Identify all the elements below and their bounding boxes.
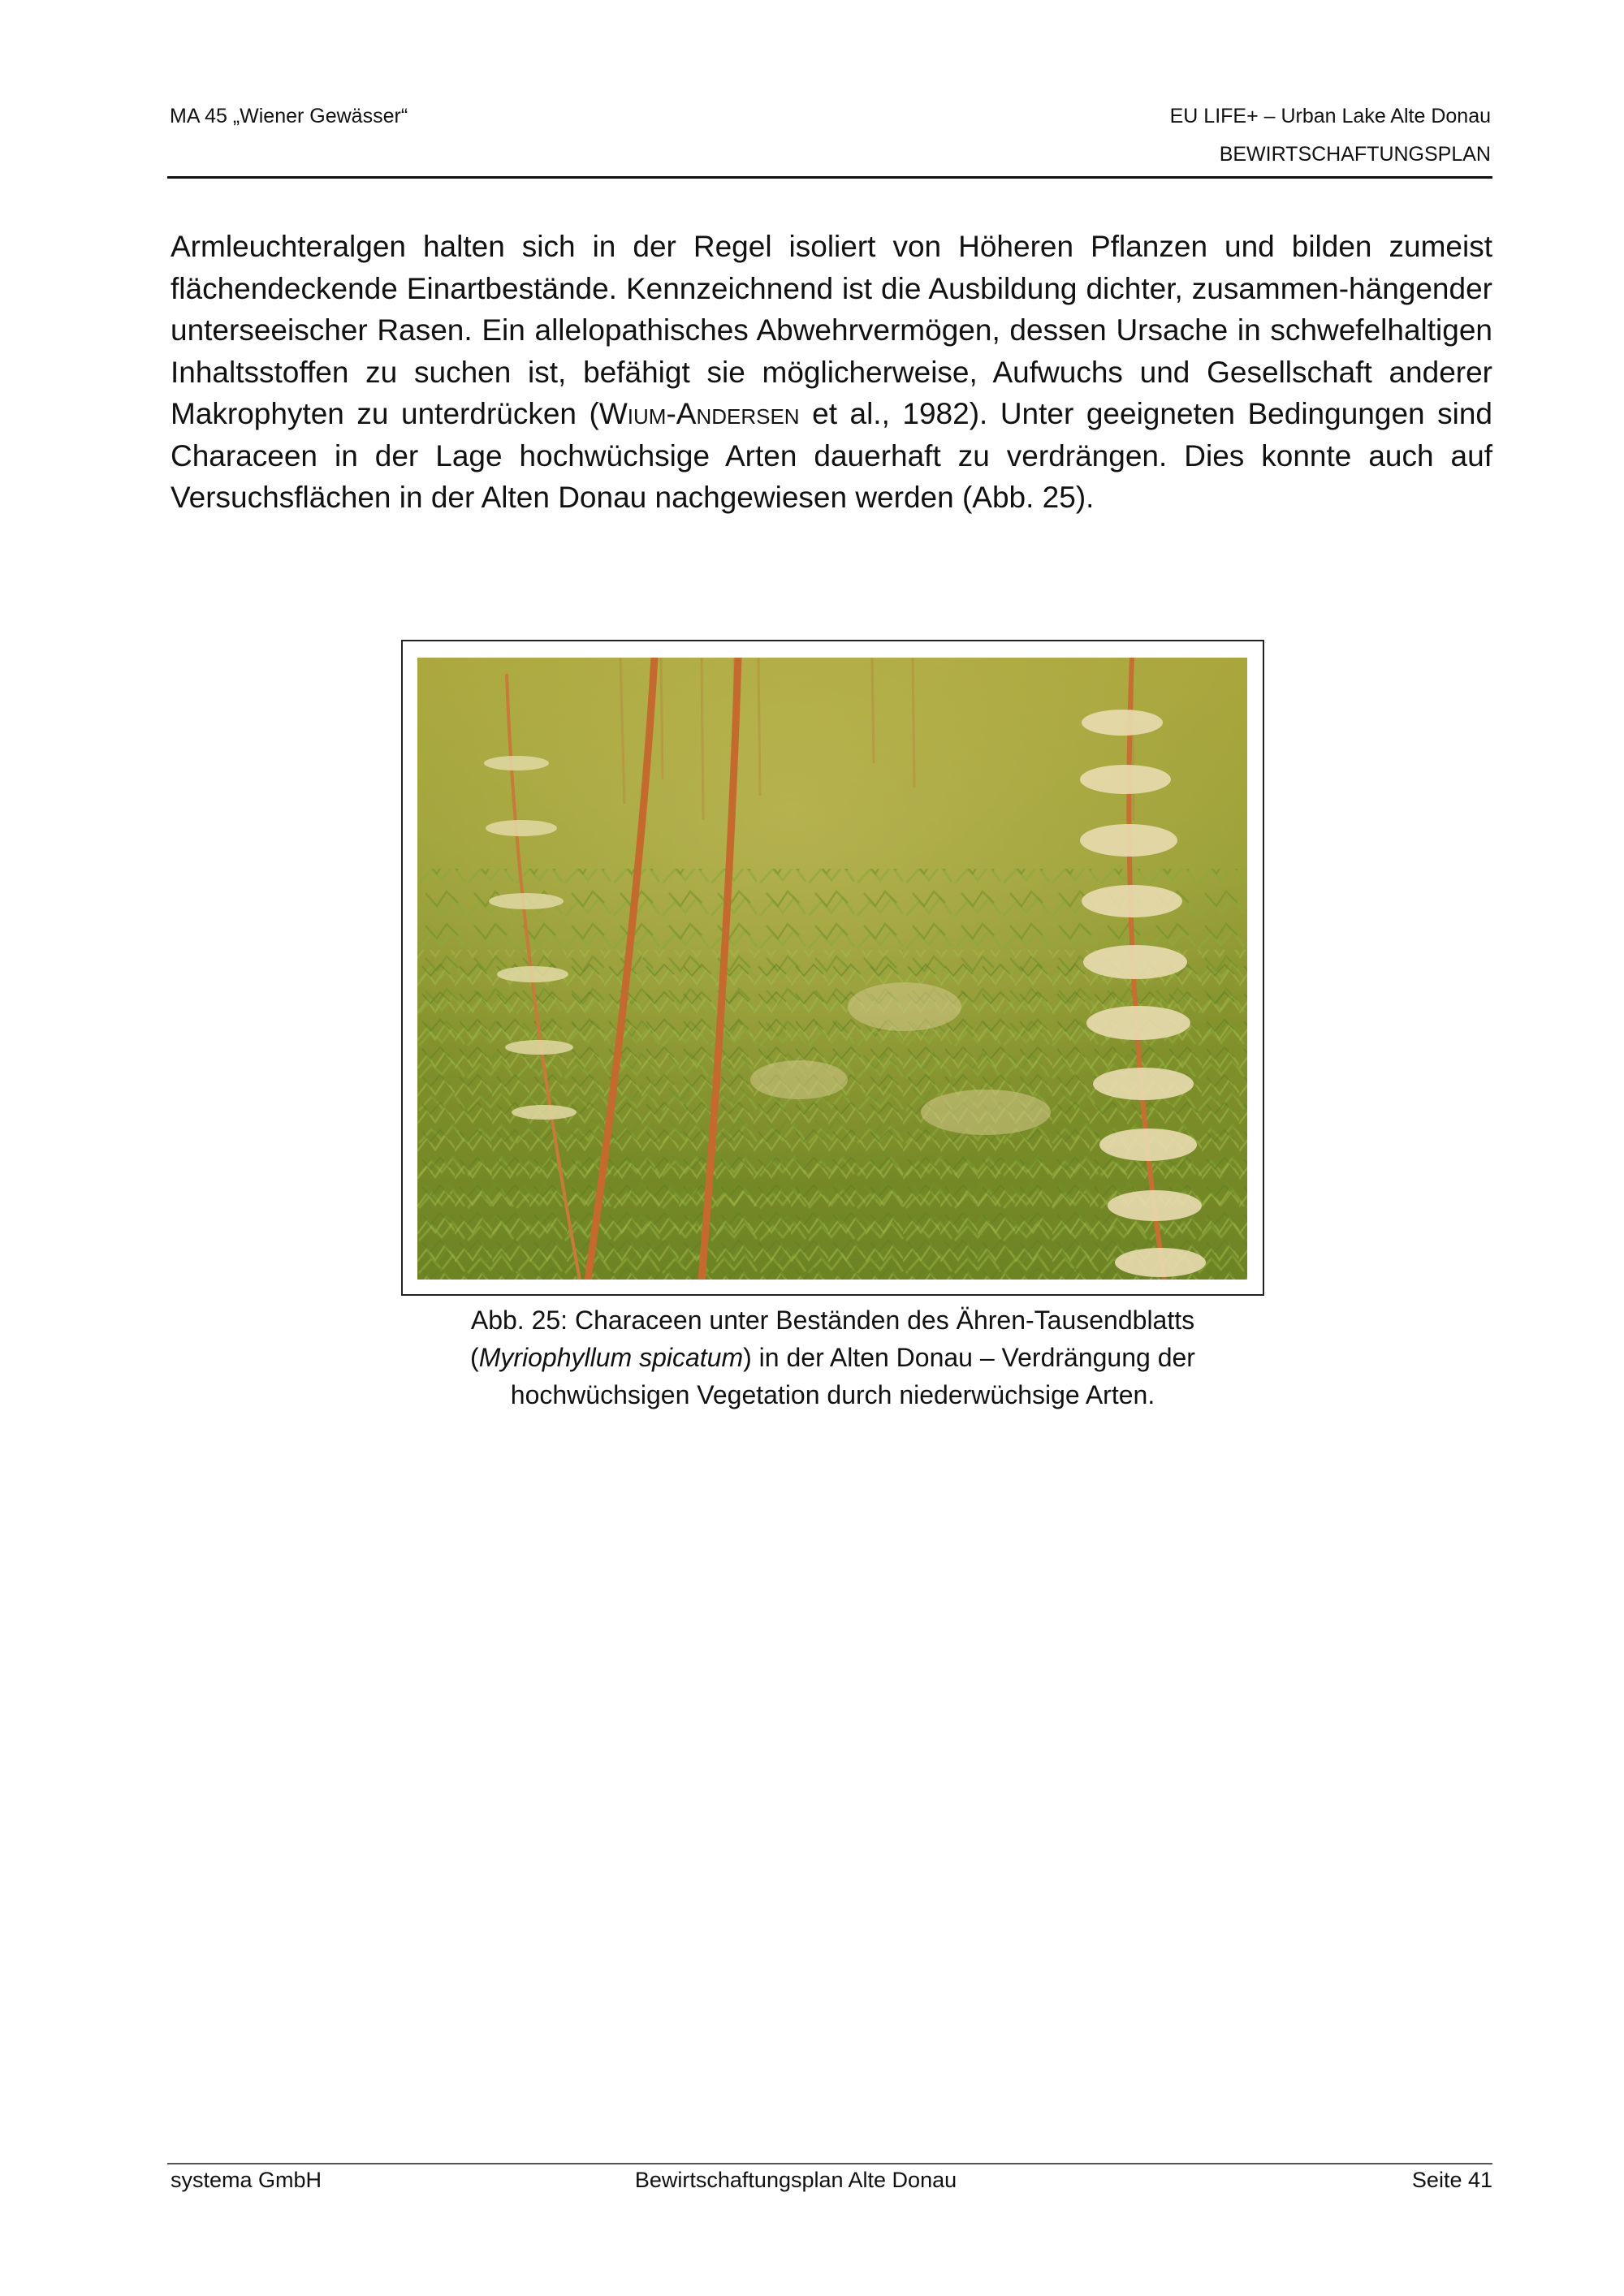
caption-text-part2: ) in der Alten Donau – Verdrängung der hochwüchsigen Vegetation durch niederwüchsige Arten. [510,1343,1195,1409]
footer-left: systema GmbH [171,2168,322,2192]
footer-rule [167,2163,1492,2164]
header-right-subtitle: BEWIRTSCHAFTUNGSPLAN [1219,143,1491,166]
paragraph-text-part2: et al., 1982). Unter geeigneten Bedingungen sind Characeen in der Lage hochwüchsige Arten dauerhaft zu verdrängen. Dies konnte auch auf Versuchsflächen in der Alten Donau nachgewiesen werden (Abb. 25). [171,397,1493,514]
page-number: Seite 41 [1411,2168,1492,2192]
figure-frame [401,640,1264,1296]
paragraph-text-part1: Armleuchteralgen halten sich in der Regel isoliert von Höheren Pflanzen und bilden zumeist flächendeckende Einartbestände. Kennzeichnend ist die Ausbildung dichter, zusammen-hängender unterseeischer Rasen. Ein allelopathisches Abwehrvermögen, dessen Ursache in schwefelhaltigen Inhaltsstoffen zu suchen ist, befähigt sie möglicherweise, Aufwuchs und Gesellschaft anderer Makrophyten zu unterdrücken ( [171,230,1492,430]
header-rule [167,176,1492,179]
header-left: MA 45 „Wiener Gewässer“ [170,105,408,127]
citation-author: Wium-Andersen [598,397,800,430]
underwater-photo [417,658,1247,1280]
figure-caption [401,1301,1264,1413]
body-paragraph [171,226,1492,519]
footer-center: Bewirtschaftungsplan Alte Donau [634,2168,957,2192]
caption-species-name: Myriophyllum spicatum [478,1343,744,1372]
caption-text-part1: Abb. 25: Characeen unter Beständen des Ähren-Tausendblatts ( [470,1306,1195,1372]
underwater-vegetation-image [417,658,1247,1280]
header-right: EU LIFE+ – Urban Lake Alte Donau [1169,105,1491,127]
